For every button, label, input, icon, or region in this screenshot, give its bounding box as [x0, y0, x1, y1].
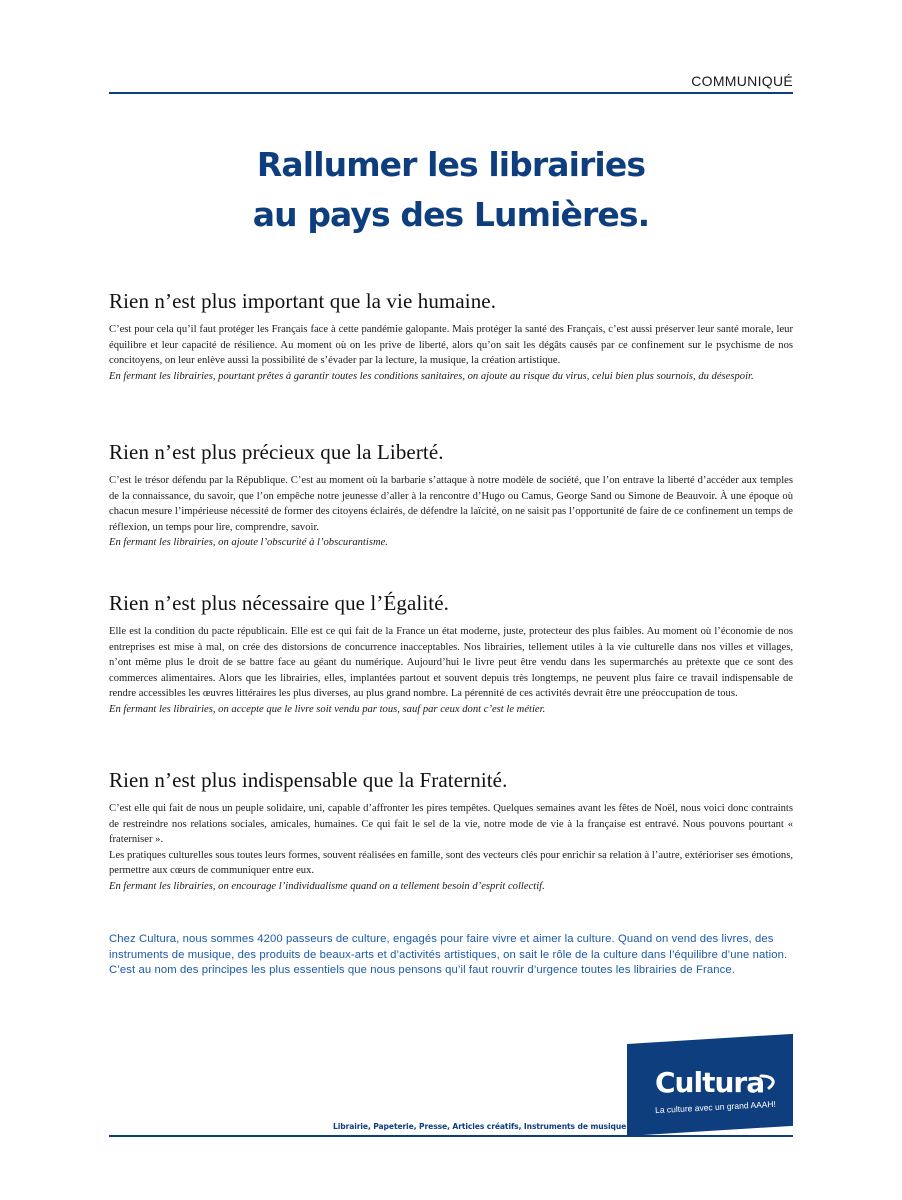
- cultura-tagline: La culture avec un grand AAAH!: [654, 1098, 777, 1116]
- logo-swoosh-icon: [759, 1074, 779, 1090]
- communique-page: [109, 0, 793, 1200]
- section-egalite: [109, 591, 793, 717]
- headline: [109, 140, 793, 240]
- section-fraternite: [109, 768, 793, 894]
- cultura-logo-text: Cultura: [655, 1066, 765, 1099]
- section-body: C’est elle qui fait de nous un peuple solidaire, uni, capable d’affronter les pires tempêtes. Quelques semaines avant les fêtes de Noël, nous voici donc contraints de restreindre nos relations sociales, amicales, humaines. Ce qui fait le sel de la vie, notre mode de vie à la française est entravé. Nous pouvons pourtant « fraterniser ».: [109, 803, 793, 845]
- section-liberte: [109, 440, 793, 551]
- section-title: Rien n’est plus précieux que la Liberté.: [109, 440, 444, 464]
- section-body: C’est pour cela qu’il faut protéger les Français face à cette pandémie galopante. Mais protéger la santé des Français, c’est aussi préserver leur santé morale, leur équilibre et leur capacité de résilience. Au moment où on les prive de liberté, alors qu’on sait les dégâts causés par ce confinement sur le psychisme de nos concitoyens, on leur enlève aussi la possibilité de s’évader par la lecture, la musique, la création artistique.: [109, 324, 793, 366]
- footer-divider: [109, 1135, 793, 1137]
- closing-statement: Chez Cultura, nous sommes 4200 passeurs de culture, engagés pour faire vivre et aimer la culture. Quand on vend des livres, des instruments de musique, des produits de beaux-arts et d’activités artistiques, on sait le rôle de la culture dans l’équilibre d’une nation. C’est au nom des principes les plus essentiels que nous pensons qu’il faut rouvrir d’urgence toutes les librairies de France.: [109, 933, 788, 976]
- section-conclusion: En fermant les librairies, on accepte que le livre soit vendu par tous, sauf par ceux dont c’est le métier.: [109, 703, 546, 715]
- document-type-label: COMMUNIQUÉ: [691, 73, 793, 89]
- section-title: Rien n’est plus important que la vie humaine.: [109, 289, 497, 313]
- header-divider: [109, 92, 793, 94]
- section-vie-humaine: [109, 289, 793, 384]
- footer-product-list: Librairie, Papeterie, Presse, Articles créatifs, Instruments de musique: [333, 1122, 627, 1131]
- headline-line-1: Rallumer les librairies: [256, 145, 646, 184]
- headline-line-2: au pays des Lumières.: [252, 195, 650, 234]
- section-body: C’est le trésor défendu par la République. C’est au moment où la barbarie s’attaque à notre modèle de société, que l’on entrave la liberté d’accéder aux temples de la connaissance, du savoir, que l’on empêche notre jeunesse d’aller à la rencontre d’Hugo ou Camus, George Sand ou Simone de Beauvoir. À une époque où chacun mesure l’impérieuse nécessité de former des citoyens éclairés, de défendre la laïcité, on ne saisit pas l’opportunité de faire de ce confinement un temps de réflexion, un temps pour lire, comprendre, savoir.: [109, 475, 793, 533]
- section-title: Rien n’est plus nécessaire que l’Égalité.: [109, 591, 449, 615]
- section-conclusion: En fermant les librairies, on encourage l’individualisme quand on a tellement besoin d’esprit collectif.: [109, 880, 545, 892]
- section-conclusion: En fermant les librairies, on ajoute l’obscurité à l’obscurantisme.: [109, 537, 388, 548]
- section-title: Rien n’est plus indispensable que la Fraternité.: [109, 768, 508, 792]
- section-conclusion: En fermant les librairies, pourtant prêtes à garantir toutes les conditions sanitaires, on ajoute au risque du virus, celui bien plus sournois, du désespoir.: [109, 370, 754, 382]
- section-body-2: Les pratiques culturelles sous toutes leurs formes, souvent réalisées en famille, sont des vecteurs clés pour enrichir sa relation à l’autre, extérioriser ses émotions, permettre aux cœurs de communiquer entre eux.: [109, 849, 793, 876]
- section-body: Elle est la condition du pacte républicain. Elle est ce qui fait de la France un état moderne, juste, protecteur des plus faibles. Au moment où l’économie de nos entreprises est mise à mal, on crée des distorsions de concurrence inacceptables. Nos librairies, tellement utiles à la vie culturelle dans nos villes et villages, n’ont même plus le droit de se battre face au géant du numérique. Aujourd’hui le livre peut être vendu dans les supermarchés au prétexte que ce sont des commerces alimentaires. Alors que les librairies, elles, implantées partout et souvent depuis très longtemps, ne peuvent plus faire ce travail indispensable de rendre accessibles les œuvres littéraires les plus diverses, au plus grand nombre. La pérennité de ces activités devrait être une préoccupation de tous.: [109, 626, 793, 699]
